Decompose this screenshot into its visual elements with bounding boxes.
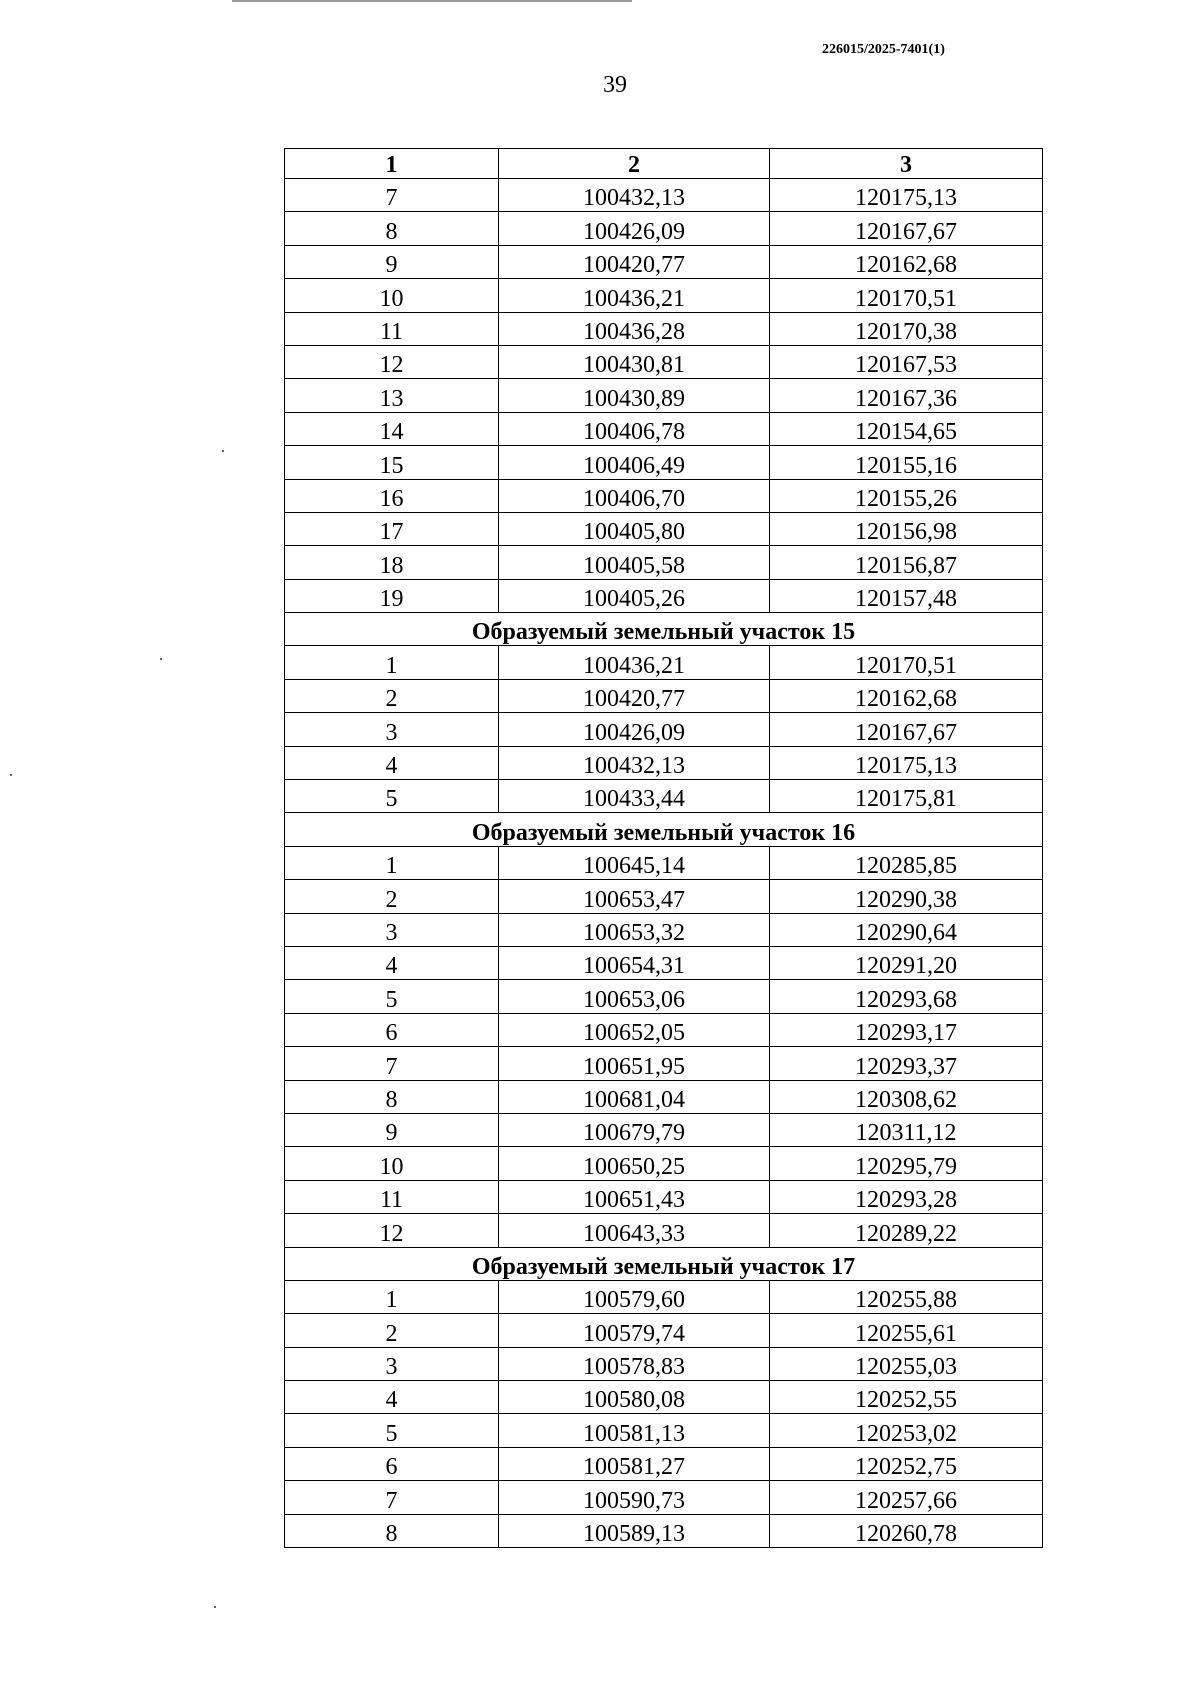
point-number-cell: 1 bbox=[285, 646, 499, 679]
coordinate-y-cell: 120175,13 bbox=[770, 179, 1043, 212]
coordinate-y-cell: 120167,53 bbox=[770, 345, 1043, 378]
coordinate-y-cell: 120255,88 bbox=[770, 1280, 1043, 1313]
coordinate-y-cell: 120293,68 bbox=[770, 980, 1043, 1013]
coordinate-y-cell: 120257,66 bbox=[770, 1481, 1043, 1514]
coordinate-y-cell: 120308,62 bbox=[770, 1080, 1043, 1113]
point-number-cell: 14 bbox=[285, 412, 499, 445]
coordinate-x-cell: 100406,78 bbox=[499, 412, 770, 445]
table-row bbox=[285, 446, 1043, 479]
coordinate-x-cell: 100581,13 bbox=[499, 1414, 770, 1447]
point-number-cell: 12 bbox=[285, 1214, 499, 1247]
section-title: Образуемый земельный участок 17 bbox=[285, 1247, 1043, 1280]
coordinate-x-cell: 100681,04 bbox=[499, 1080, 770, 1113]
point-number-cell: 13 bbox=[285, 379, 499, 412]
point-number-cell: 11 bbox=[285, 1180, 499, 1213]
coordinate-x-cell: 100406,70 bbox=[499, 479, 770, 512]
point-number-cell: 19 bbox=[285, 579, 499, 612]
coordinate-y-cell: 120291,20 bbox=[770, 946, 1043, 979]
coordinate-y-cell: 120156,98 bbox=[770, 512, 1043, 545]
coordinate-y-cell: 120154,65 bbox=[770, 412, 1043, 445]
table-row bbox=[285, 212, 1043, 245]
coordinate-y-cell: 120290,64 bbox=[770, 913, 1043, 946]
coordinate-x-cell: 100653,32 bbox=[499, 913, 770, 946]
coordinate-y-cell: 120157,48 bbox=[770, 579, 1043, 612]
point-number-cell: 16 bbox=[285, 479, 499, 512]
coordinate-x-cell: 100643,33 bbox=[499, 1214, 770, 1247]
table-row bbox=[285, 579, 1043, 612]
table-row bbox=[285, 312, 1043, 345]
point-number-cell: 5 bbox=[285, 780, 499, 813]
point-number-cell: 10 bbox=[285, 279, 499, 312]
coordinate-y-cell: 120293,37 bbox=[770, 1047, 1043, 1080]
coordinate-y-cell: 120290,38 bbox=[770, 880, 1043, 913]
coordinate-x-cell: 100580,08 bbox=[499, 1381, 770, 1414]
point-number-cell: 10 bbox=[285, 1147, 499, 1180]
coordinate-x-cell: 100653,06 bbox=[499, 980, 770, 1013]
coordinate-x-cell: 100436,21 bbox=[499, 646, 770, 679]
table-row bbox=[285, 546, 1043, 579]
coordinate-x-cell: 100579,60 bbox=[499, 1280, 770, 1313]
coordinate-x-cell: 100430,81 bbox=[499, 345, 770, 378]
coordinate-x-cell: 100420,77 bbox=[499, 245, 770, 278]
point-number-cell: 8 bbox=[285, 212, 499, 245]
coordinate-x-cell: 100579,74 bbox=[499, 1314, 770, 1347]
table-body bbox=[285, 179, 1043, 1548]
coordinate-y-cell: 120162,68 bbox=[770, 245, 1043, 278]
coordinate-y-cell: 120295,79 bbox=[770, 1147, 1043, 1180]
table-row bbox=[285, 345, 1043, 378]
coordinate-y-cell: 120170,38 bbox=[770, 312, 1043, 345]
point-number-cell: 9 bbox=[285, 1113, 499, 1146]
table-row bbox=[285, 880, 1043, 913]
table-row bbox=[285, 1180, 1043, 1213]
table-row bbox=[285, 1381, 1043, 1414]
coordinate-y-cell: 120293,17 bbox=[770, 1013, 1043, 1046]
coordinate-y-cell: 120253,02 bbox=[770, 1414, 1043, 1447]
table-row bbox=[285, 1113, 1043, 1146]
point-number-cell: 2 bbox=[285, 679, 499, 712]
table-header-row bbox=[285, 149, 1043, 179]
point-number-cell: 7 bbox=[285, 1047, 499, 1080]
coordinate-y-cell: 120155,26 bbox=[770, 479, 1043, 512]
coordinate-y-cell: 120175,13 bbox=[770, 746, 1043, 779]
scan-speck bbox=[222, 450, 224, 452]
coordinate-y-cell: 120155,16 bbox=[770, 446, 1043, 479]
table-row bbox=[285, 946, 1043, 979]
coordinates-table bbox=[284, 148, 1043, 1548]
coordinate-x-cell: 100654,31 bbox=[499, 946, 770, 979]
coordinate-x-cell: 100420,77 bbox=[499, 679, 770, 712]
column-header-3: 3 bbox=[770, 149, 1043, 179]
point-number-cell: 17 bbox=[285, 512, 499, 545]
coordinate-x-cell: 100679,79 bbox=[499, 1113, 770, 1146]
coordinate-y-cell: 120167,67 bbox=[770, 713, 1043, 746]
coordinate-x-cell: 100433,44 bbox=[499, 780, 770, 813]
table-row bbox=[285, 1280, 1043, 1313]
coordinate-y-cell: 120255,03 bbox=[770, 1347, 1043, 1380]
coordinate-x-cell: 100578,83 bbox=[499, 1347, 770, 1380]
table-row bbox=[285, 1214, 1043, 1247]
column-header-1: 1 bbox=[285, 149, 499, 179]
point-number-cell: 15 bbox=[285, 446, 499, 479]
point-number-cell: 5 bbox=[285, 1414, 499, 1447]
coordinate-y-cell: 120167,67 bbox=[770, 212, 1043, 245]
coordinate-x-cell: 100650,25 bbox=[499, 1147, 770, 1180]
section-row bbox=[285, 813, 1043, 846]
table-row bbox=[285, 1314, 1043, 1347]
table-row bbox=[285, 379, 1043, 412]
coordinate-x-cell: 100405,58 bbox=[499, 546, 770, 579]
coordinate-x-cell: 100652,05 bbox=[499, 1013, 770, 1046]
coordinate-y-cell: 120293,28 bbox=[770, 1180, 1043, 1213]
table-row bbox=[285, 412, 1043, 445]
point-number-cell: 4 bbox=[285, 946, 499, 979]
table-row bbox=[285, 1347, 1043, 1380]
column-header-2: 2 bbox=[499, 149, 770, 179]
table-row bbox=[285, 1047, 1043, 1080]
point-number-cell: 4 bbox=[285, 1381, 499, 1414]
table-row bbox=[285, 245, 1043, 278]
section-row bbox=[285, 613, 1043, 646]
point-number-cell: 2 bbox=[285, 1314, 499, 1347]
coordinate-x-cell: 100651,95 bbox=[499, 1047, 770, 1080]
coordinate-y-cell: 120167,36 bbox=[770, 379, 1043, 412]
table-row bbox=[285, 746, 1043, 779]
table-row bbox=[285, 646, 1043, 679]
point-number-cell: 6 bbox=[285, 1447, 499, 1480]
point-number-cell: 5 bbox=[285, 980, 499, 1013]
coordinate-y-cell: 120170,51 bbox=[770, 646, 1043, 679]
coordinate-y-cell: 120285,85 bbox=[770, 846, 1043, 879]
table-row bbox=[285, 713, 1043, 746]
point-number-cell: 6 bbox=[285, 1013, 499, 1046]
table-row bbox=[285, 1514, 1043, 1547]
coordinate-y-cell: 120260,78 bbox=[770, 1514, 1043, 1547]
table-row bbox=[285, 279, 1043, 312]
section-title: Образуемый земельный участок 16 bbox=[285, 813, 1043, 846]
document-number: 226015/2025-7401(1) bbox=[822, 42, 945, 57]
table-row bbox=[285, 1147, 1043, 1180]
table-row bbox=[285, 980, 1043, 1013]
table-row bbox=[285, 179, 1043, 212]
table-row bbox=[285, 479, 1043, 512]
point-number-cell: 3 bbox=[285, 1347, 499, 1380]
coordinate-y-cell: 120170,51 bbox=[770, 279, 1043, 312]
point-number-cell: 2 bbox=[285, 880, 499, 913]
table-row bbox=[285, 1481, 1043, 1514]
point-number-cell: 1 bbox=[285, 1280, 499, 1313]
point-number-cell: 3 bbox=[285, 713, 499, 746]
coordinate-y-cell: 120311,12 bbox=[770, 1113, 1043, 1146]
table-row bbox=[285, 1080, 1043, 1113]
coordinate-y-cell: 120252,75 bbox=[770, 1447, 1043, 1480]
scan-speck bbox=[160, 658, 162, 660]
coordinate-y-cell: 120175,81 bbox=[770, 780, 1043, 813]
coordinate-x-cell: 100426,09 bbox=[499, 713, 770, 746]
table-row bbox=[285, 780, 1043, 813]
coordinate-x-cell: 100405,26 bbox=[499, 579, 770, 612]
coordinate-x-cell: 100432,13 bbox=[499, 179, 770, 212]
coordinate-x-cell: 100406,49 bbox=[499, 446, 770, 479]
coordinate-x-cell: 100653,47 bbox=[499, 880, 770, 913]
coordinate-x-cell: 100436,21 bbox=[499, 279, 770, 312]
point-number-cell: 1 bbox=[285, 846, 499, 879]
page-number: 39 bbox=[603, 72, 627, 98]
section-title: Образуемый земельный участок 15 bbox=[285, 613, 1043, 646]
coordinate-y-cell: 120162,68 bbox=[770, 679, 1043, 712]
scan-speck bbox=[214, 1606, 216, 1608]
scan-top-edge-rule bbox=[232, 0, 632, 2]
coordinate-x-cell: 100581,27 bbox=[499, 1447, 770, 1480]
coordinate-x-cell: 100405,80 bbox=[499, 512, 770, 545]
coordinate-y-cell: 120255,61 bbox=[770, 1314, 1043, 1347]
point-number-cell: 12 bbox=[285, 345, 499, 378]
table-row bbox=[285, 1414, 1043, 1447]
coordinate-x-cell: 100430,89 bbox=[499, 379, 770, 412]
coordinate-x-cell: 100436,28 bbox=[499, 312, 770, 345]
coordinate-x-cell: 100651,43 bbox=[499, 1180, 770, 1213]
point-number-cell: 4 bbox=[285, 746, 499, 779]
point-number-cell: 9 bbox=[285, 245, 499, 278]
coordinate-y-cell: 120252,55 bbox=[770, 1381, 1043, 1414]
section-row bbox=[285, 1247, 1043, 1280]
table-row bbox=[285, 1447, 1043, 1480]
table-row bbox=[285, 679, 1043, 712]
point-number-cell: 7 bbox=[285, 179, 499, 212]
point-number-cell: 11 bbox=[285, 312, 499, 345]
coordinate-y-cell: 120156,87 bbox=[770, 546, 1043, 579]
point-number-cell: 8 bbox=[285, 1080, 499, 1113]
table-row bbox=[285, 512, 1043, 545]
point-number-cell: 8 bbox=[285, 1514, 499, 1547]
coordinate-x-cell: 100590,73 bbox=[499, 1481, 770, 1514]
coordinate-y-cell: 120289,22 bbox=[770, 1214, 1043, 1247]
coordinate-x-cell: 100645,14 bbox=[499, 846, 770, 879]
table-row bbox=[285, 913, 1043, 946]
scan-speck bbox=[10, 774, 12, 776]
point-number-cell: 7 bbox=[285, 1481, 499, 1514]
point-number-cell: 3 bbox=[285, 913, 499, 946]
coordinate-x-cell: 100589,13 bbox=[499, 1514, 770, 1547]
point-number-cell: 18 bbox=[285, 546, 499, 579]
table-row bbox=[285, 1013, 1043, 1046]
coordinate-x-cell: 100426,09 bbox=[499, 212, 770, 245]
table-row bbox=[285, 846, 1043, 879]
coordinate-x-cell: 100432,13 bbox=[499, 746, 770, 779]
